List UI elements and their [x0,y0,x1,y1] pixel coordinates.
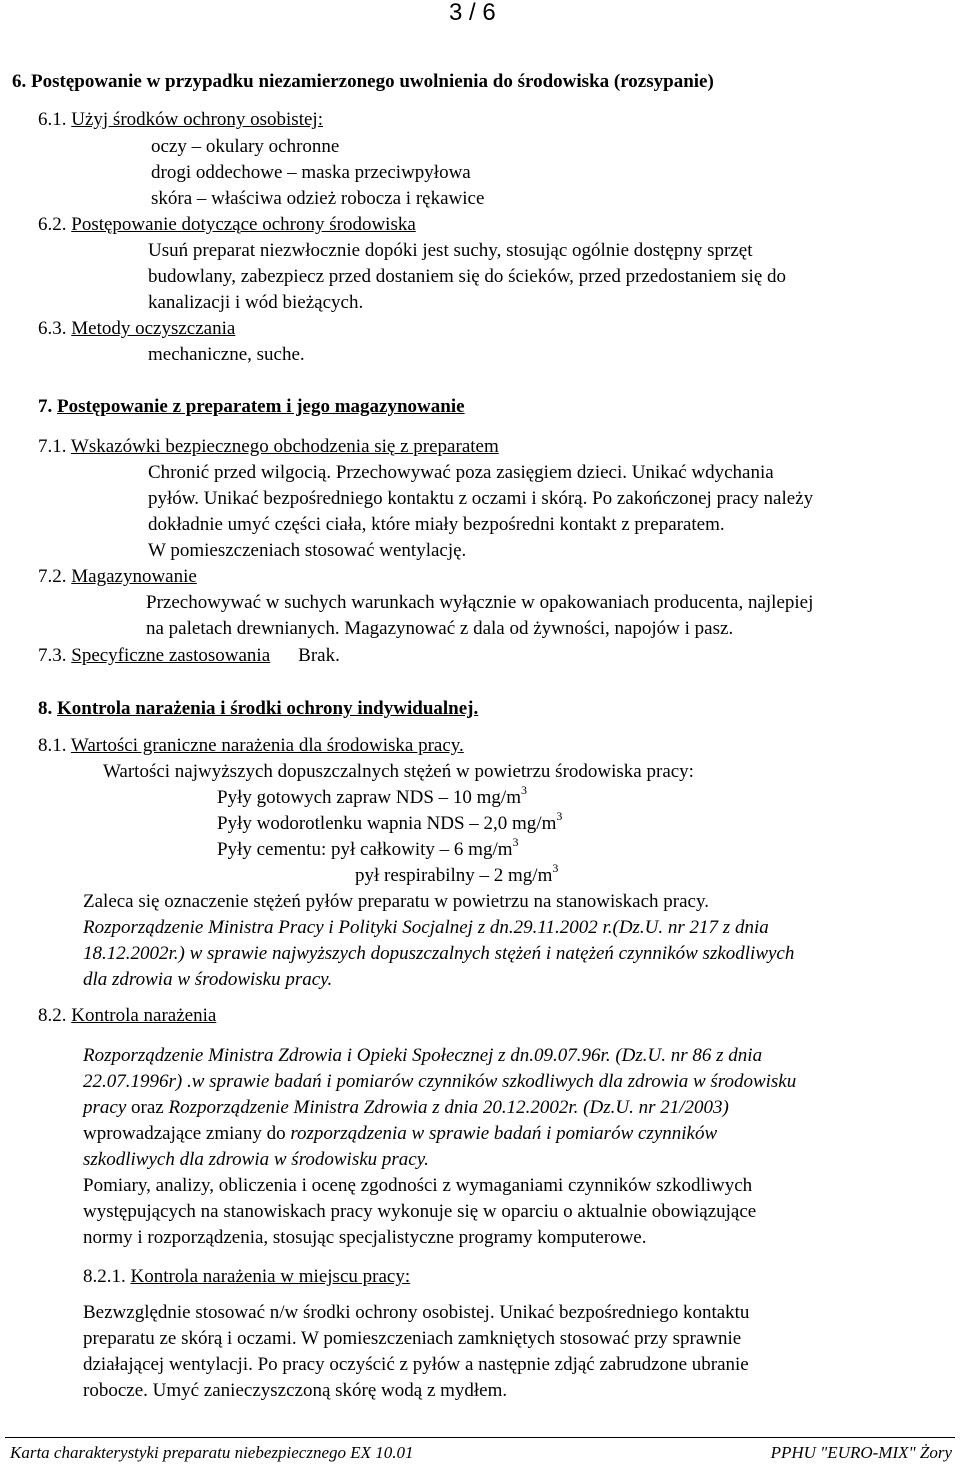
limit-item: Pyły cementu: pył całkowity – 6 $mg/m^3$ [217,834,519,860]
footer-divider [5,1437,955,1438]
paragraph-line: na paletach drewnianych. Magazynować z dala od żywności, napojów i pasz. [146,618,734,639]
section-8-heading [38,696,478,722]
protection-skin: skóra – właściwa odzież robocza i rękawice [151,188,485,209]
regulation-line: dla zdrowia w środowisku pracy. [83,969,333,990]
paragraph-line: budowlany, zabezpiecz przed dostaniem się do ścieków, przed przedostaniem się do [148,266,787,287]
limits-intro: Wartości najwyższych dopuszczalnych stężeń w powietrzu środowiska pracy: [103,761,694,782]
section-number: 8.2. [38,1005,67,1026]
paragraph-line: W pomieszczeniach stosować wentylację. [148,540,467,561]
section-number: 7.1. [38,436,67,457]
regulation-line: 22.07.1996r) .w sprawie badań i pomiarów czynników szkodliwych dla zdrowia w środowisku [83,1071,797,1092]
limit-item: Pyły gotowych zapraw NDS – 10 $mg/m^3$ [217,782,527,808]
section-number: 7. [38,396,53,417]
section-7-3-heading [38,643,340,669]
paragraph-line: normy i rozporządzenia, stosując specjalistyczne programy komputerowe. [83,1227,647,1248]
limit-item: pył respirabilny – 2 $mg/m^3$ [355,860,559,886]
limits-note: Zaleca się oznaczenie stężeń pyłów preparatu w powietrzu na stanowiskach pracy. [83,891,710,912]
section-title: Wartości graniczne narażenia dla środowiska pracy. [70,735,464,756]
paragraph-line: Pomiary, analizy, obliczenia i ocenę zgodności z wymaganiami czynników szkodliwych [83,1175,753,1196]
section-8-1-heading [38,733,464,759]
paragraph-line: Chronić przed wilgocią. Przechowywać poza zasięgiem dzieci. Unikać wdychania [148,462,774,483]
paragraph-line: robocze. Umyć zanieczyszczoną skórę wodą z mydłem. [83,1380,508,1401]
section-7-2-heading [38,564,197,590]
paragraph-line: Bezwzględnie stosować n/w środki ochrony osobistej. Unikać bezpośredniego kontaktu [83,1302,750,1323]
limit-item: Pyły wodorotlenku wapnia NDS – 2,0 $mg/m^3$ [217,808,563,834]
section-title: Specyficzne zastosowania [71,645,271,666]
section-title: Metody oczyszczania [71,318,236,339]
section-number: 8.1. [38,735,67,756]
paragraph-line: pyłów. Unikać bezpośredniego kontaktu z oczami i skórą. Po zakończonej pracy należy [148,488,814,509]
regulation-line: szkodliwych dla zdrowia w środowisku pracy. [83,1149,429,1170]
cleaning-methods: mechaniczne, suche. [148,344,305,365]
section-number: 7.2. [38,566,67,587]
paragraph-line: Usuń preparat niezwłocznie dopóki jest suchy, stosując ogólnie dostępny sprzęt [148,240,753,261]
paragraph-line: Przechowywać w suchych warunkach wyłącznie w opakowaniach producenta, najlepiej [146,592,814,613]
section-6-1-heading [38,107,323,133]
section-8-2-1-heading [83,1264,410,1290]
section-title: Kontrola narażenia [71,1005,217,1026]
section-number: 8. [38,698,53,719]
section-title: Kontrola narażenia i środki ochrony indywidualnej. [57,698,479,719]
regulation-line: Rozporządzenie Ministra Zdrowia i Opieki Społecznej z dn.09.07.96r. (Dz.U. nr 86 z dnia [83,1045,763,1066]
footer-company: PPHU "EURO-MIX" Żory [770,1443,952,1462]
section-title: Wskazówki bezpiecznego obchodzenia się z preparatem [70,436,499,457]
section-8-2-heading [38,1003,216,1029]
paragraph-line: kanalizacji i wód bieżących. [148,292,364,313]
section-title: Postępowanie z preparatem i jego magazynowanie [57,396,465,417]
section-7-heading [38,394,465,420]
section-6-2-heading [38,212,416,238]
regulation-line: 18.12.2002r.) w sprawie najwyższych dopuszczalnych stężeń i natężeń czynników szkodliwych [83,943,795,964]
section-number: 6.2. [38,214,67,235]
section-title: Magazynowanie [71,566,197,587]
section-title: Postępowanie dotyczące ochrony środowiska [71,214,416,235]
page-number: 3 / 6 [449,0,496,26]
regulation-line: pracy oraz Rozporządzenie Ministra Zdrowia z dnia 20.12.2002r. (Dz.U. nr 21/2003) [83,1097,729,1118]
regulation-line: wprowadzające zmiany do rozporządzenia w sprawie badań i pomiarów czynników [83,1123,718,1144]
paragraph-line: działającej wentylacji. Po pracy oczyścić z pyłów a następnie zdjąć zabrudzone ubranie [83,1354,749,1375]
section-title: Kontrola narażenia w miejscu pracy: [130,1266,411,1287]
regulation-line: Rozporządzenie Ministra Pracy i Polityki Socjalnej z dn.29.11.2002 r.(Dz.U. nr 217 z dnia [83,917,769,938]
section-number: 6.1. [38,109,67,130]
protection-airways: drogi oddechowe – maska przeciwpyłowa [151,162,471,183]
section-number: 7.3. [38,645,67,666]
paragraph-line: występujących na stanowiskach pracy wykonuje się w oparciu o aktualnie obowiązujące [83,1201,757,1222]
section-number: 8.2.1. [83,1266,126,1287]
protection-eyes: oczy – okulary ochronne [151,136,340,157]
section-7-1-heading [38,434,499,460]
footer-document-title: Karta charakterystyki preparatu niebezpiecznego EX 10.01 [10,1443,414,1462]
paragraph-line: dokładnie umyć części ciała, które miały bezpośredni kontakt z preparatem. [148,514,725,535]
section-value: Brak. [298,645,340,666]
section-number: 6.3. [38,318,67,339]
paragraph-line: preparatu ze skórą i oczami. W pomieszczeniach zamkniętych stosować przy sprawnie [83,1328,742,1349]
section-6-3-heading [38,316,235,342]
section-title: Użyj środków ochrony osobistej: [71,109,323,130]
section-6-heading: 6. Postępowanie w przypadku niezamierzonego uwolnienia do środowiska (rozsypanie) [12,71,714,92]
